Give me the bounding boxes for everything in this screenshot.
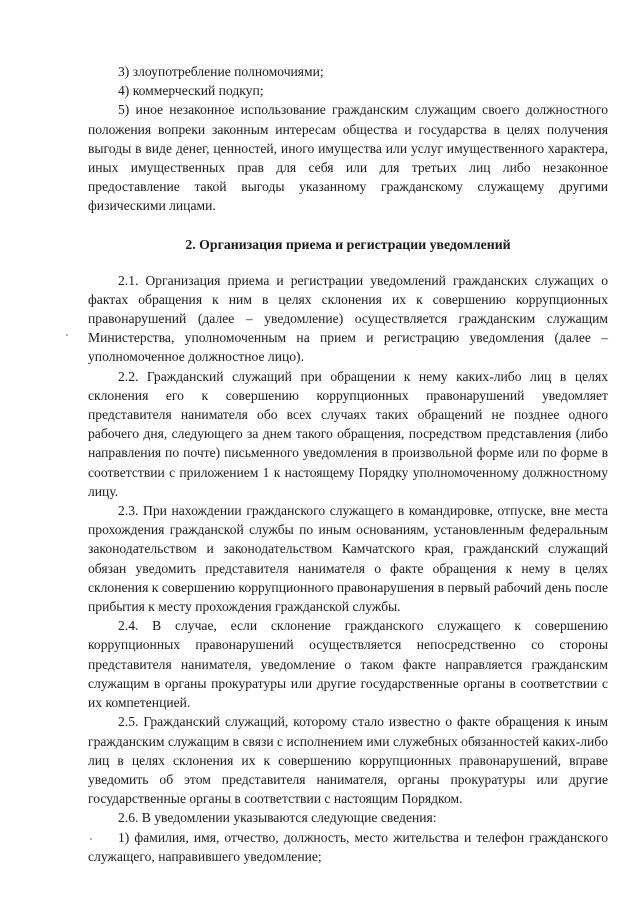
paragraph-2-6: 2.6. В уведомлении указываются следующие сведения:	[118, 810, 437, 826]
paragraph-2-6-item-1: 1) фамилия, имя, отчество, должность, место жительства и телефон гражданского служащего, направившего уведомление;	[88, 829, 608, 864]
section-heading: 2. Организация приема и регистрации уведомлений	[185, 236, 511, 252]
list-item-4: 4) коммерческий подкуп;	[118, 83, 264, 99]
paragraph-2-1: 2.1. Организация приема и регистрации уведомлений гражданских служащих о фактах обращения к ним в целях склонения их к совершению коррупционных правонарушений (далее – уведомление) осуществляется гражданским служащим Министерства, уполномоченным на прием и регистрацию уведомления (далее – уполномоченное должностное лицо).	[88, 272, 608, 365]
document-page	[88, 62, 608, 866]
paragraph-2-5: 2.5. Гражданский служащий, которому стало известно о факте обращения к иным гражданским служащим в связи с исполнением ими служебных обязанностей каких-либо лиц в целях склонения их к совершению коррупционных правонарушений, вправе уведомить об этом представителя нанимателя, органы прокуратуры или другие государственные органы в соответствии с настоящим Порядком.	[88, 714, 608, 807]
paragraph-2-3: 2.3. При нахождении гражданского служащего в командировке, отпуске, вне места прохождения гражданской службы по иным основаниям, установленным федеральным законодательством и законодательством Камчатского края, гражданский служащий обязан уведомить представителя нанимателя о факте обращения к нему в целях склонения к совершению коррупционного правонарушения в первый рабочий день после прибытия к месту прохождения гражданской службы.	[88, 503, 608, 615]
list-item-5: 5) иное незаконное использование гражданским служащим своего должностного положения вопреки законным интересам общества и государства в целях получения выгоды в виде денег, ценностей, иного имущества или услуг имущественного характера, иных имущественных прав для себя или для третьих лиц либо незаконное предоставление такой выгоды указанному гражданскому служащему другими физическими лицами.	[88, 102, 608, 214]
paragraph-2-2: 2.2. Гражданский служащий при обращении к нему каких-либо лиц в целях склонения его к совершению коррупционных правонарушений уведомляет представителя нанимателя обо всех случаях таких обращений не позднее одного рабочего дня, следующего за днем такого обращения, посредством представления (либо направления по почте) письменного уведомления в произвольной форме или по форме в соответствии с приложением 1 к настоящему Порядку уполномоченному должностному лицу.	[88, 368, 608, 499]
paragraph-2-4: 2.4. В случае, если склонение гражданского служащего к совершению коррупционных правонарушений осуществляется непосредственно со стороны представителя нанимателя, уведомление о таком факте направляется гражданским служащим в органы прокуратуры или другие государственные органы в соответствии с их компетенцией.	[88, 618, 608, 711]
scan-speck	[66, 334, 68, 336]
scan-speck	[90, 838, 92, 840]
list-item-3: 3) злоупотребление полномочиями;	[118, 64, 324, 79]
